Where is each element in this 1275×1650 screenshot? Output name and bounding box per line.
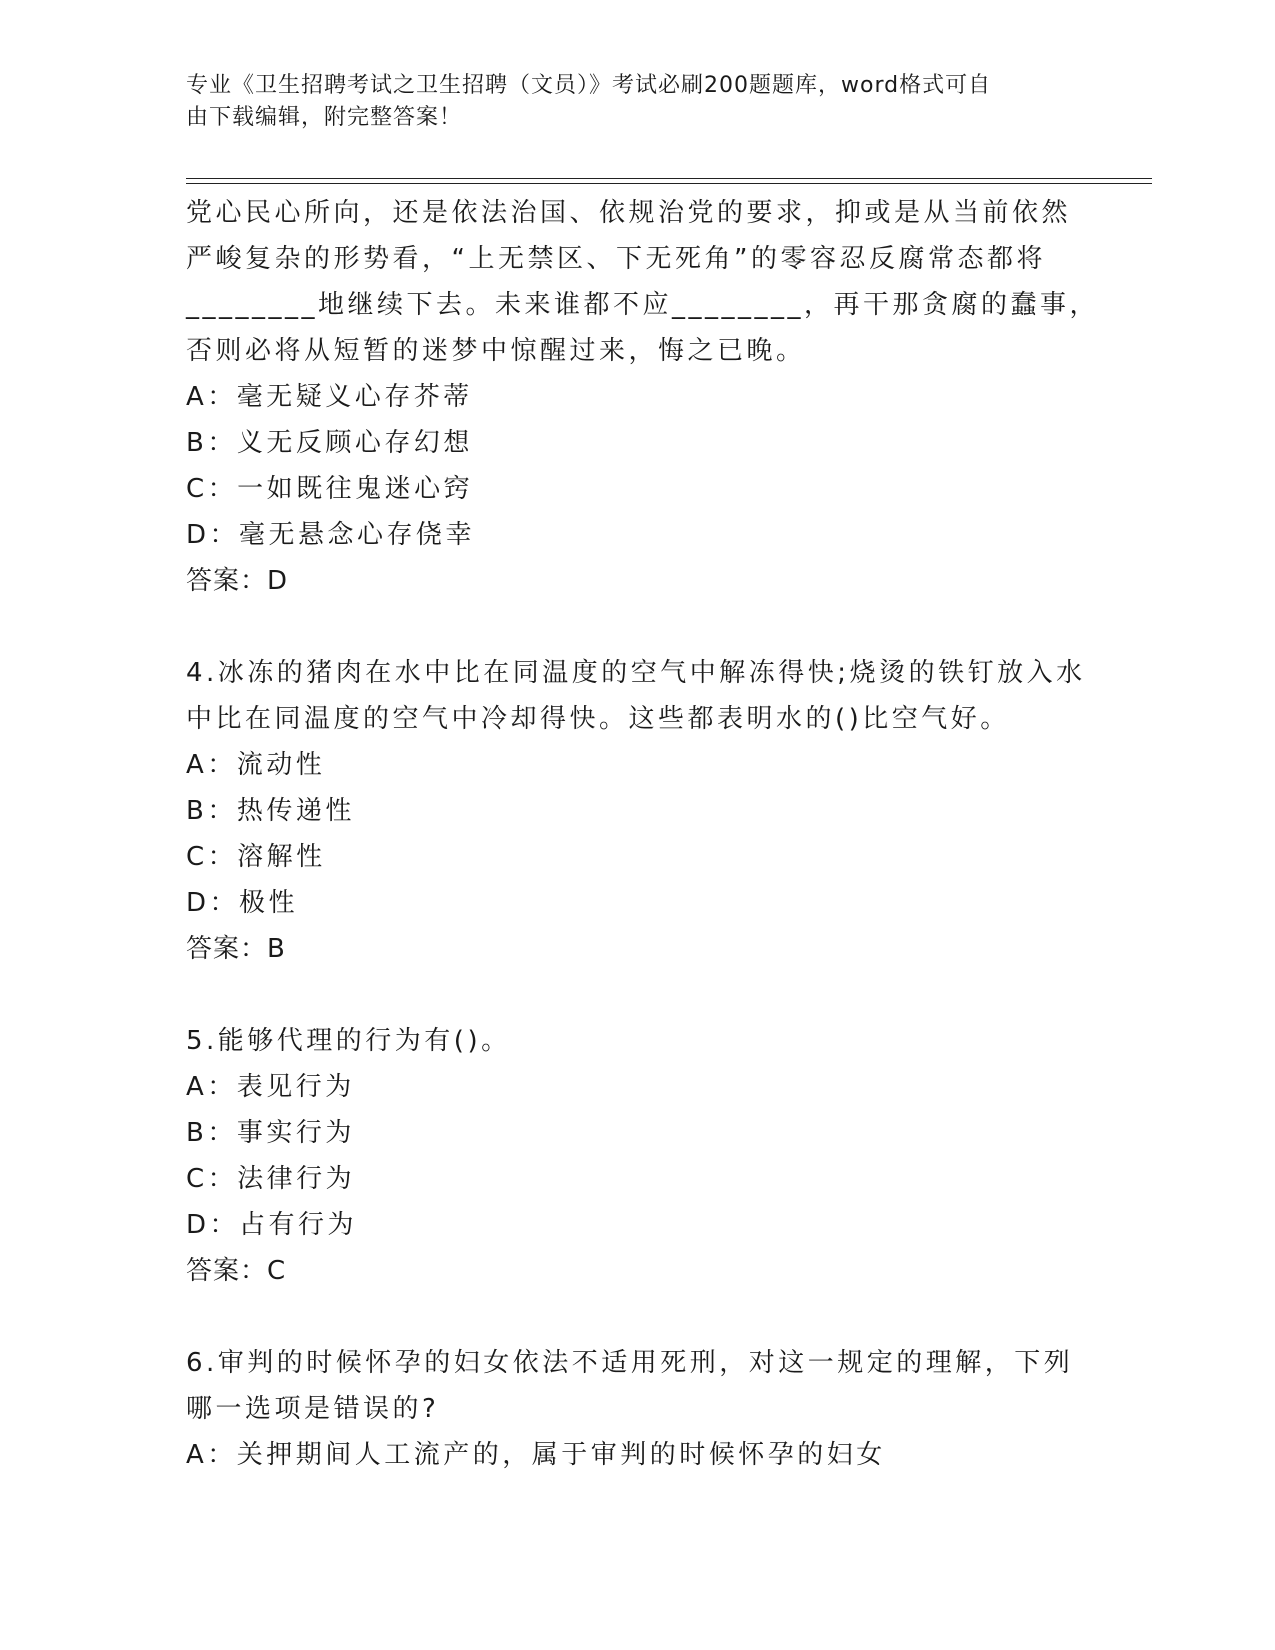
option-c: C：法律行为: [186, 1164, 356, 1194]
header-title-line-1: 专业《卫生招聘考试之卫生招聘（文员）》考试必刷200题题库，word格式可自: [186, 73, 992, 98]
answer: 答案：B: [186, 934, 286, 964]
question-stem-line: 严峻复杂的形势看，“上无禁区、下无死角”的零容忍反腐常态都将: [186, 244, 1046, 274]
header-rule-bottom: [186, 183, 1152, 184]
question-4: [186, 650, 1106, 972]
question-stem-line: 6.审判的时候怀孕的妇女依法不适用死刑，对这一规定的理解，下列: [186, 1348, 1074, 1378]
option-b: B：热传递性: [186, 796, 355, 826]
question-stem-line: 5.能够代理的行为有()。: [186, 1026, 511, 1056]
option-a: A：毫无疑义心存芥蒂: [186, 382, 473, 412]
answer: 答案：C: [186, 1256, 287, 1286]
question-spacer: [186, 972, 1106, 1018]
header-rule-top: [186, 178, 1152, 179]
option-b: B：义无反顾心存幻想: [186, 428, 473, 458]
question-stem-line: 4.冰冻的猪肉在水中比在同温度的空气中解冻得快;烧烫的铁钉放入水: [186, 658, 1086, 688]
option-a: A：流动性: [186, 750, 326, 780]
question-stem-line: 中比在同温度的空气中冷却得快。这些都表明水的()比空气好。: [186, 704, 1010, 734]
answer: 答案：D: [186, 566, 289, 596]
question-stem-line: 党心民心所向，还是依法治国、依规治党的要求，抑或是从当前依然: [186, 198, 1072, 228]
document-header: [186, 70, 1066, 134]
question-spacer: [186, 604, 1106, 650]
question-3: [186, 190, 1106, 604]
option-a: A：表见行为: [186, 1072, 355, 1102]
question-stem-line: 哪一选项是错误的?: [186, 1394, 440, 1424]
header-title-line-2: 由下载编辑，附完整答案！: [186, 105, 463, 130]
option-a: A：关押期间人工流产的，属于审判的时候怀孕的妇女: [186, 1440, 886, 1470]
question-5: [186, 1018, 1106, 1294]
option-c: C：溶解性: [186, 842, 326, 872]
question-list: [186, 190, 1106, 1478]
question-stem-line: 否则必将从短暂的迷梦中惊醒过来，悔之已晚。: [186, 336, 806, 366]
option-d: D：极性: [186, 888, 299, 918]
option-d: D：毫无悬念心存侥幸: [186, 520, 476, 550]
option-b: B：事实行为: [186, 1118, 355, 1148]
question-spacer: [186, 1294, 1106, 1340]
question-6: [186, 1340, 1106, 1478]
option-c: C：一如既往鬼迷心窍: [186, 474, 474, 504]
option-d: D：占有行为: [186, 1210, 358, 1240]
question-stem-line: ________地继续下去。未来谁都不应________，再干那贪腐的蠢事，: [186, 290, 1100, 320]
